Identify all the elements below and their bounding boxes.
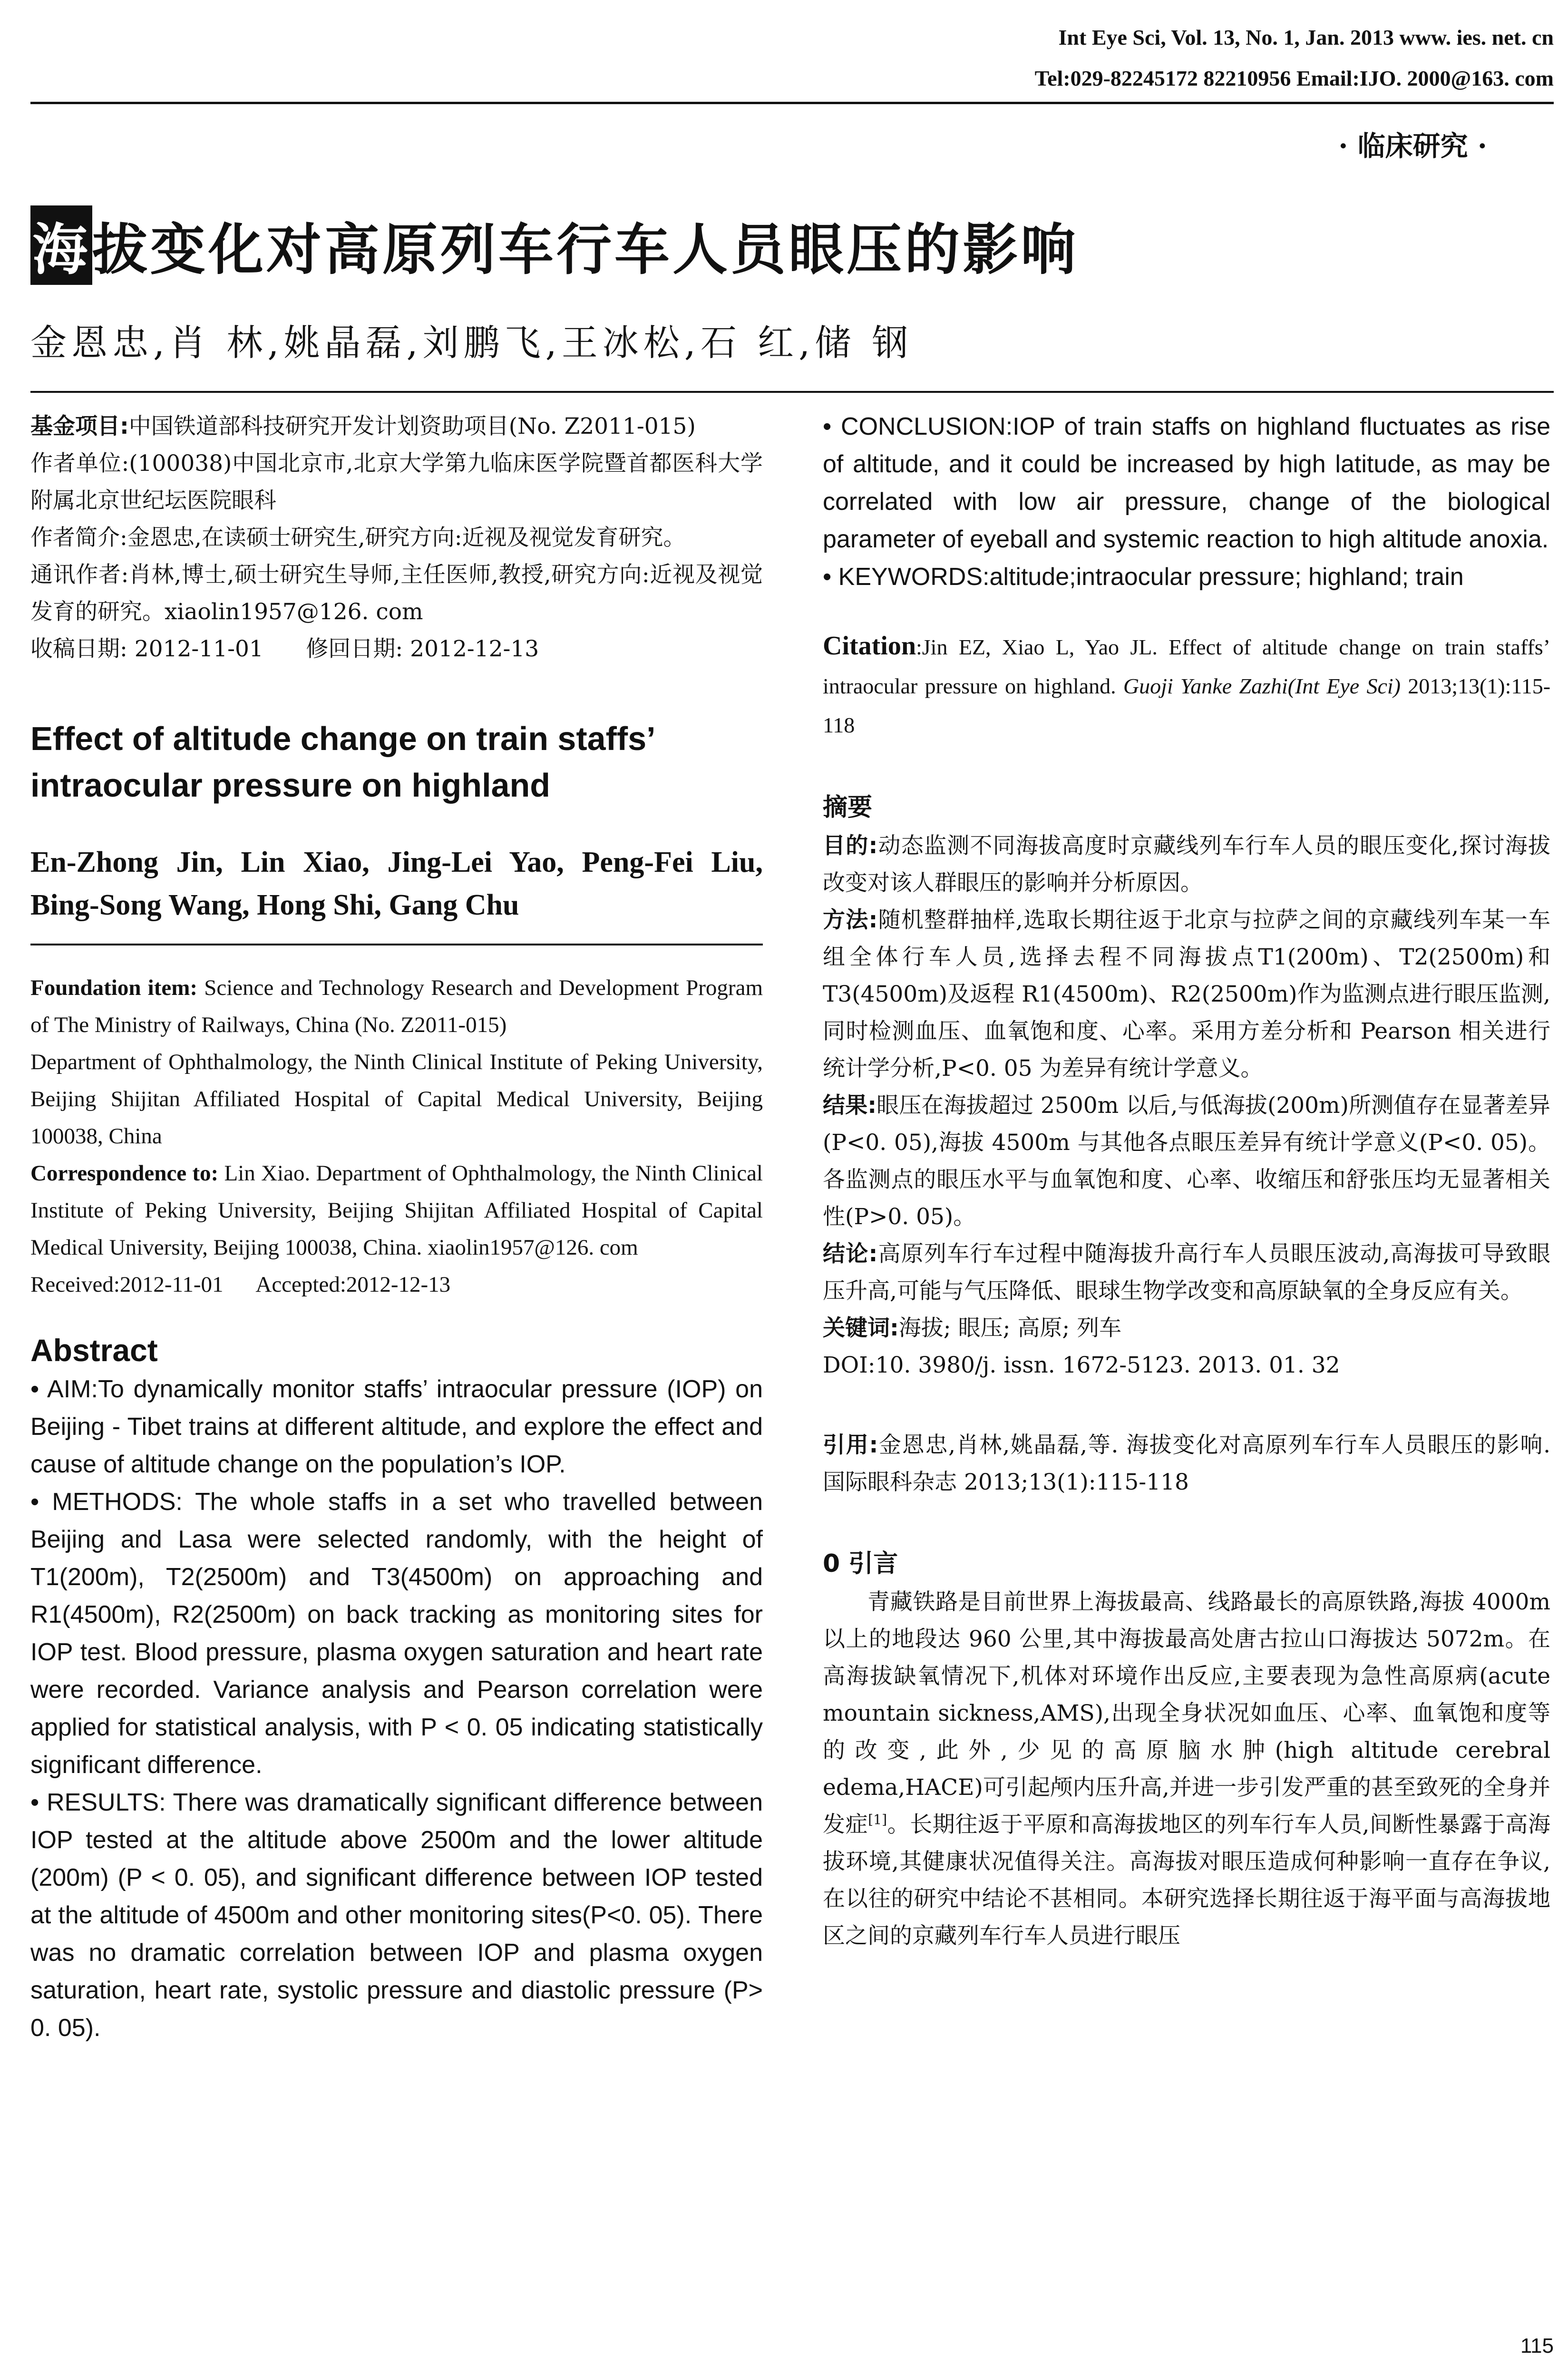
abstract-methods: • METHODS: The whole staffs in a set who travelled between Beijing and Lasa were selected randomly, with the height of T1(200m), T2(2500m) and T3(4500m) on approaching and R1(4500m), R2(2500m) on back tracking as monitoring sites for IOP test. Blood pressure, plasma oxygen saturation and heart rate were recorded. Variance analysis and Pearson correlation were applied for statistical analysis, with P < 0. 05 indicating statistically significant difference. [30,1488,763,1779]
abstract-continued [823,408,1550,596]
fund-item [30,408,763,445]
department-text: Department of Ophthalmology, the Ninth Clinical Institute of Peking University, Beijing Shijitan Affiliated Hospital of Capital Medical University, Beijing 100038, China [30,1050,763,1149]
correspondence-text: Lin Xiao. Department of Ophthalmology, the Ninth Clinical Institute of Peking University, Beijing Shijitan Affiliated Hospital of Capital Medical University, Beijing 100038, China. xiaolin1957@126. com [30,1161,763,1260]
corr-label: 通讯作者: [30,562,129,588]
cn-aim [823,828,1550,902]
cn-methods-text: 随机整群抽样,选取长期往返于北京与拉萨之间的京藏线列车某一车组全体行车人员,选择去程不同海拔点T1(200m)、T2(2500m)和 T3(4500m)及返程 R1(4500m)、R2(2500m)作为监测点进行眼压监测,同时检测血压、血氧饱和度、心率。采用方差分析和 Pearson 相关进行统计学分析,P<0. 05 为差异有统计学意义。 [823,907,1550,1081]
abstract-results: • RESULTS: There was dramatically significant difference between IOP tested at the altitude above 2500m and the lower altitude (200m) (P < 0. 05), and significant difference between IOP tested at the altitude of 4500m and other monitoring sites(P<0. 05). There was no dramatic correlation between IOP and plasma oxygen saturation, heart rate, systolic pressure and diastolic pressure (P> 0. 05). [30,1789,763,2042]
corr-text: 肖林,博士,硕士研究生导师,主任医师,教授,研究方向:近视及视觉发育的研究。xiaolin1957@126. com [30,562,763,625]
cn-keywords-label: 关键词: [823,1315,899,1341]
cn-dates: 收稿日期: 2012-11-01 修回日期: 2012-12-13 [30,636,539,662]
en-dates: Received:2012-11-01 Accepted:2012-12-13 [30,1272,451,1297]
abstract-body [30,1371,763,2047]
correspondence-item [30,1155,763,1266]
cn-abstract-heading: 摘要 [823,793,873,822]
cn-results-text: 眼压在海拔超过 2500m 以后,与低海拔(200m)所测值存在显著差异(P<0. 05),海拔 4500m 与其他各点眼压差异有统计学意义(P<0. 05)。各监测点的眼压水平与血氧饱和度、心率、收缩压和舒张压均无显著相关性(P>0. 05)。 [823,1092,1550,1230]
contact-info-line: Tel:029-82245172 82210956 Email:IJO. 2000@163. com [1034,66,1554,90]
bio-text: 金恩忠,在读硕士研究生,研究方向:近视及视觉发育研究。 [127,525,686,551]
abstract-aim: • AIM:To dynamically monitor staffs’ intraocular pressure (IOP) on Beijing - Tibet trains at different altitude, and explore the effect and cause of altitude change on the population’s IOP. [30,1375,763,1478]
bio-item [30,519,763,556]
left-column [30,408,763,2047]
intro-text-b: 。长期往返于平原和高海拔地区的列车行车人员,间断性暴露于高海拔环境,其健康状况值得关注。高海拔对眼压造成何种影响一直存在争议,在以往的研究中结论不甚相同。本研究选择长期往返于海平面与高海拔地区之间的京藏列车行车人员进行眼压 [823,1812,1550,1949]
foundation-text: Science and Technology Research and Development Program of The Ministry of Railways, China (No. Z2011-015) [30,975,763,1037]
section-label: · 临床研究 · [1338,130,1487,162]
cn-methods [823,902,1550,1087]
right-column [823,408,1550,1955]
foundation-item [30,969,763,1043]
abstract-heading: Abstract [30,1333,158,1368]
bio-label: 作者简介: [30,525,127,551]
title-rest: 拔变化对高原列车行车人员眼压的影响 [92,218,1079,282]
cn-citation [823,1427,1550,1501]
cn-conclusion [823,1236,1550,1310]
authors-chinese: 金恩忠,肖 林,姚晶磊,刘鹏飞,王冰松,石 红,储 钢 [30,321,913,364]
english-title: Effect of altitude change on train staffs’ intraocular pressure on highland [30,720,654,804]
en-meta-block [30,969,763,1303]
correspondence-label: Correspondence to: [30,1161,219,1186]
cn-keywords [823,1310,1550,1347]
page-number: 115 [1520,2334,1554,2358]
journal-info-line: Int Eye Sci, Vol. 13, No. 1, Jan. 2013 www. ies. net. cn [1058,25,1554,49]
unit-text: (100038)中国北京市,北京大学第九临床医学院暨首都医科大学附属北京世纪坛医院眼科 [30,450,763,514]
title-first-char: 海 [30,205,92,285]
cn-aim-label: 目的: [823,833,878,859]
fund-text: 中国铁道部科技研究开发计划资助项目(No. Z2011-015) [128,413,696,439]
fund-label: 基金项目: [30,413,129,439]
doi: DOI:10. 3980/j. issn. 1672-5123. 2013. 01. 32 [823,1352,1340,1378]
cn-meta-block [30,408,763,668]
cn-results [823,1087,1550,1236]
cn-citation-label: 引用: [823,1432,878,1458]
unit-label: 作者单位: [30,450,129,477]
cn-citation-line [823,1427,1550,1501]
english-authors: En-Zhong Jin, Lin Xiao, Jing-Lei Yao, Peng-Fei Liu, Bing-Song Wang, Hong Shi, Gang Chu [30,846,763,921]
citation-tail: 2013;13(1):115-118 [823,674,1551,737]
cn-keywords-text: 海拔; 眼压; 高原; 列车 [898,1315,1122,1341]
cn-citation-text: 金恩忠,肖林,姚晶磊,等. 海拔变化对高原列车行车人员眼压的影响. 国际眼科杂志 2013;13(1):115-118 [823,1432,1551,1495]
title-rule [30,391,1554,393]
cn-abstract-body [823,828,1550,1384]
cn-conclusion-label: 结论: [823,1241,878,1267]
citation-journal: Guoji Yanke Zazhi(Int Eye Sci) [1123,674,1401,698]
intro-text-a: 青藏铁路是目前世界上海拔最高、线路最长的高原铁路,海拔 4000m 以上的地段达 960 公里,其中海拔最高处唐古拉山口海拔达 5072m。在高海拔缺氧情况下,机体对环境作出反应,主要表现为急性高原病(acute mountain sickness,AMS),出现全身状况如血压、心率、血氧饱和度等的改变,此外,少见的高原脑水肿(high altitude cerebral edema,HACE)可引起颅内压升高,并进一步引发严重的甚至致死的全身并发症 [823,1589,1550,1838]
unit-item [30,445,763,519]
cn-methods-label: 方法: [823,907,878,933]
corr-item [30,556,763,631]
foundation-label: Foundation item: [30,975,198,1000]
intro-body [823,1584,1550,1955]
citation-text: :Jin EZ, Xiao L, Yao JL. Effect of altitude change on train staffs’ intraocular pressure on highland. [823,635,1550,698]
intro-heading: 0 引言 [823,1549,898,1578]
cn-results-label: 结果: [823,1092,877,1119]
left-rule [30,944,763,945]
cn-conclusion-text: 高原列车行车过程中随海拔升高行车人员眼压波动,高海拔可导致眼压升高,可能与气压降低、眼球生物学改变和高原缺氧的全身反应有关。 [823,1241,1550,1304]
header-rule [30,102,1554,104]
cn-aim-text: 动态监测不同海拔高度时京藏线列车行车人员的眼压变化,探讨海拔改变对该人群眼压的影响并分析原因。 [823,833,1550,896]
citation [823,626,1550,745]
article-title [30,205,1079,285]
abstract-conclusion: • CONCLUSION:IOP of train staffs on highland fluctuates as rise of altitude, and it could be increased by high latitude, as may be correlated with low air pressure, change of the biological parameter of eyeball and systemic reaction to high altitude anoxia. [823,413,1550,553]
citation-label: Citation [823,631,916,661]
intro-paragraph [823,1584,1550,1955]
reference-marker[interactable]: [1] [868,1812,887,1828]
abstract-keywords: • KEYWORDS:altitude;intraocular pressure; highland; train [823,563,1464,591]
